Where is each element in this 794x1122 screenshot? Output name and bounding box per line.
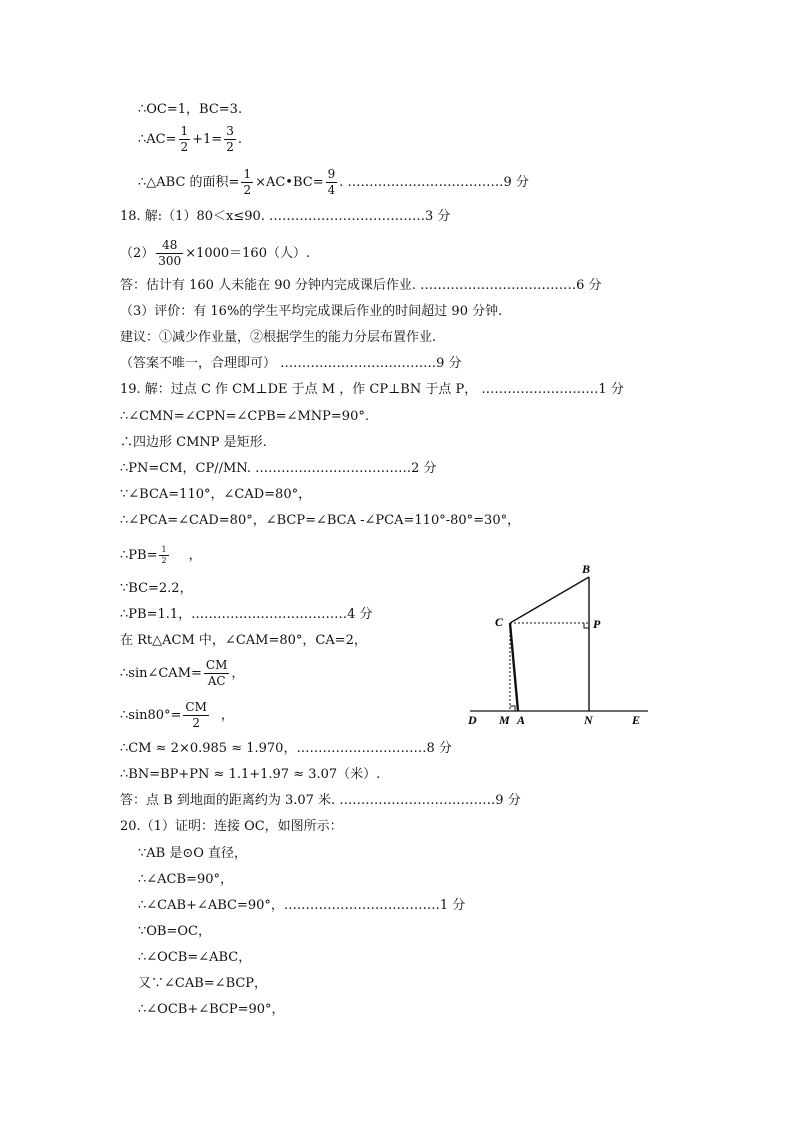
text-line: ∴OC=1，BC=3. (138, 102, 243, 117)
text-line: ∴CM ≈ 2×0.985 ≈ 1.970，…………………………8 分 (120, 741, 452, 756)
text-segment: ∴AC= (138, 132, 177, 147)
text-line: 又∵∠CAB=∠BCP， (138, 976, 268, 991)
numerator: 48 (156, 238, 183, 254)
fraction (224, 124, 236, 155)
numerator: 3 (226, 124, 234, 138)
numerator: 1 (180, 124, 189, 138)
text-line (120, 700, 234, 731)
text-line: 19. 解：过点 C 作 CM⊥DE 于点 M ，作 CP⊥BN 于点 P， ………………………1 分 (120, 382, 624, 397)
fraction (156, 238, 183, 269)
denominator: 300 (158, 254, 182, 268)
right-angle-mark-m (510, 706, 515, 711)
text-line (120, 238, 310, 269)
text-line: ∵BC=2.2， (120, 581, 193, 596)
denominator: 2 (180, 140, 189, 154)
text-line (138, 167, 529, 198)
text-line (120, 545, 202, 566)
numerator: CM (185, 700, 207, 714)
text-line: 18. 解:（1）80＜x≤90. ………………………………3 分 (120, 209, 451, 224)
fraction (241, 167, 253, 198)
label-b: B (582, 562, 591, 576)
label-c: C (495, 615, 504, 629)
text-line: 答：点 B 到地面的距离约为 3.07 米. ………………………………9 分 (120, 793, 521, 808)
numerator: 1 (243, 167, 252, 181)
fraction (159, 545, 168, 566)
label-a: A (517, 713, 526, 727)
text-line: ∴∠CAB+∠ABC=90°，………………………………1 分 (138, 898, 466, 913)
text-segment: ×AC•BC= (255, 175, 324, 190)
numerator: CM (205, 658, 228, 672)
label-p: P (593, 617, 601, 631)
denominator: 2 (243, 183, 252, 197)
text-segment: . ………………………………9 分 (339, 175, 529, 190)
text-segment: ， (231, 666, 245, 681)
text-segment: ∴△ABC 的面积= (138, 175, 240, 190)
text-segment: ， (220, 708, 234, 723)
text-line: ∵∠BCA=110°，∠CAD=80°， (120, 487, 312, 502)
text-line: ∴PB=1.1，………………………………4 分 (120, 607, 373, 622)
text-line: ∵OB=OC， (138, 924, 211, 939)
text-line: 在 Rt△ACM 中，∠CAM=80°，CA=2， (120, 633, 367, 648)
text-segment: ∴PB= (120, 548, 158, 563)
text-line: 建议：①减少作业量，②根据学生的能力分层布置作业. (120, 330, 437, 345)
text-segment: ∴sin∠CAM= (120, 666, 202, 681)
text-line: ∴∠OCB=∠ABC， (138, 950, 252, 965)
text-line: （3）评价：有 16%的学生平均完成课后作业的时间超过 90 分钟. (120, 304, 503, 319)
label-e: E (632, 713, 641, 727)
fraction (326, 167, 338, 198)
text-line: ∴∠OCB+∠BCP=90°， (138, 1002, 285, 1017)
text-line: （答案不唯一，合理即可） ………………………………9 分 (120, 356, 462, 371)
numerator: 1 (161, 545, 167, 554)
text-line: 答：估计有 160 人未能在 90 分钟内完成课后作业. ………………………………6 分 (120, 278, 602, 293)
denominator: 4 (327, 183, 336, 197)
text-line (120, 658, 244, 689)
fraction (179, 124, 191, 155)
text-segment: ∴sin80°= (120, 708, 182, 723)
text-segment: +1= (192, 132, 223, 147)
text-line (138, 124, 242, 155)
label-d: D (468, 713, 477, 727)
geometry-figure (460, 560, 660, 730)
denominator: AC (207, 674, 226, 688)
text-segment: （2） (120, 246, 155, 261)
label-m: M (499, 713, 510, 727)
text-line: ∴∠ACB=90°， (138, 872, 233, 887)
text-line: ∴PN=CM，CP//MN. ………………………………2 分 (120, 461, 437, 476)
fraction (183, 700, 208, 731)
text-line: 20.（1）证明：连接 OC，如图所示： (120, 819, 343, 834)
denominator: 2 (161, 556, 167, 565)
segment-ca (510, 623, 518, 711)
text-line: ∴∠PCA=∠CAD=80°，∠BCP=∠BCA -∠PCA=110°-80°=30°， (120, 513, 521, 528)
segment-cb (510, 577, 589, 623)
text-line: ∴BN=BP+PN ≈ 1.1+1.97 ≈ 3.07（米）. (120, 767, 381, 782)
text-segment: ， (188, 548, 202, 563)
text-segment: ×1000＝160（人）. (185, 246, 311, 261)
denominator: 2 (192, 716, 200, 730)
numerator: 9 (327, 167, 336, 181)
denominator: 2 (226, 140, 234, 154)
text-segment: . (237, 132, 242, 147)
right-angle-mark-p (584, 623, 589, 628)
text-line: ∴∠CMN=∠CPN=∠CPB=∠MNP=90°. (120, 409, 369, 424)
fraction (204, 658, 229, 689)
label-n: N (584, 713, 593, 727)
text-line: ∵AB 是⊙O 直径， (138, 846, 248, 861)
text-line: ∴四边形 CMNP 是矩形. (120, 435, 267, 450)
